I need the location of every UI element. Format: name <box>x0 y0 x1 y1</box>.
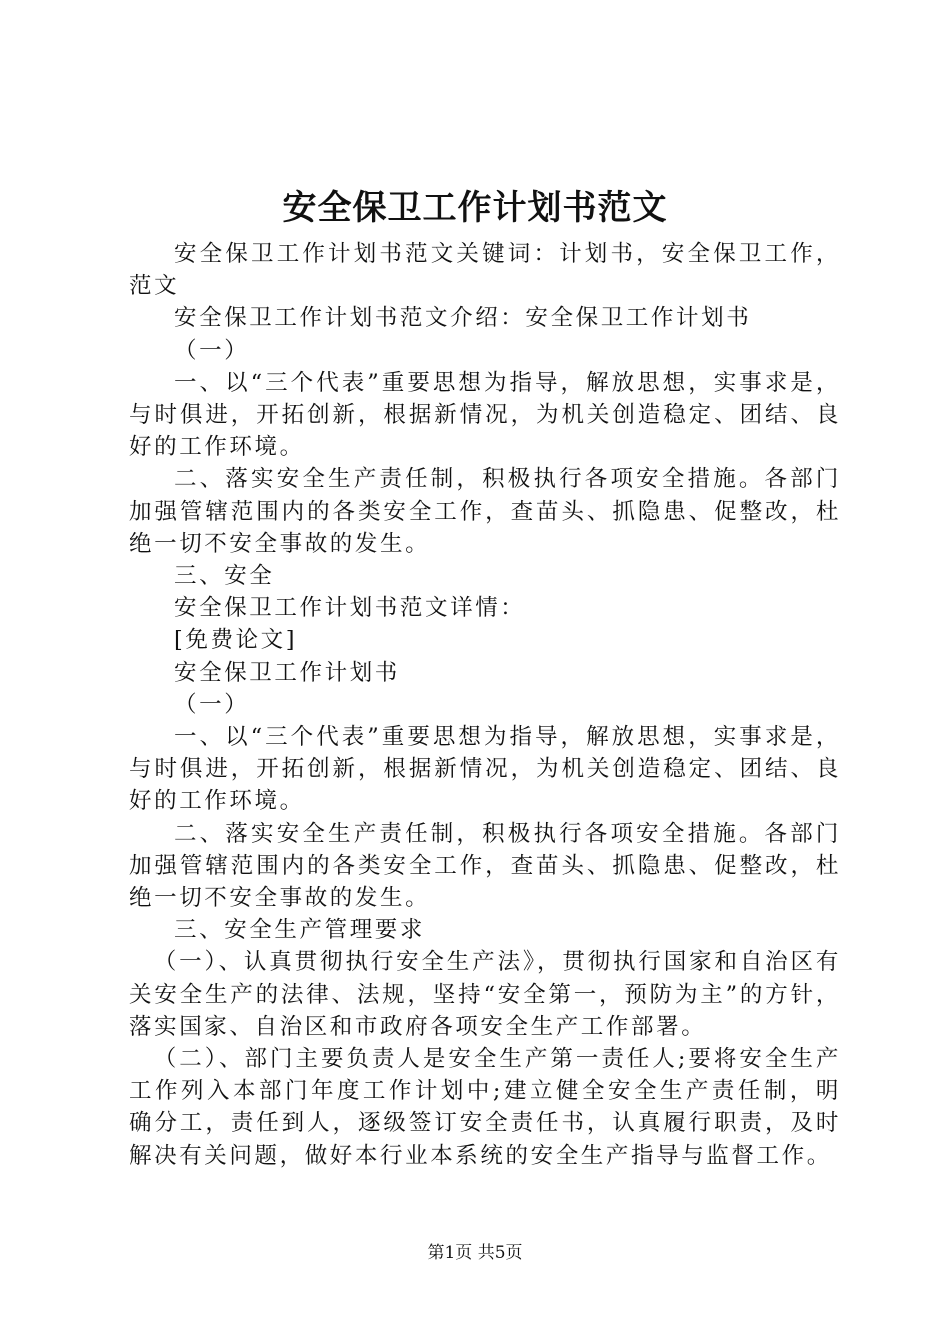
paragraph-responsibility-repeat: 二、落实安全生产责任制，积极执行各项安全措施。各部门加强管辖范围内的各类安全工作，查苗头、抓隐患、促整改，杜绝一切不安全事故的发生。 <box>129 820 841 912</box>
paragraph-free-paper-tag: [免费论文] <box>174 627 298 654</box>
paragraph-guiding-principle: 一、以“三个代表”重要思想为指导，解放思想，实事求是，与时俱进，开拓创新，根据新情况，为机关创造稳定、团结、良好的工作环境。 <box>129 369 841 461</box>
paragraph-section-one-heading-repeat: （一） <box>174 691 250 718</box>
paragraph-keywords: 安全保卫工作计划书范文关键词：计划书，安全保卫工作，范文 <box>129 241 841 300</box>
paragraph-safety-short: 三、安全 <box>174 563 275 590</box>
paragraph-plan-title: 安全保卫工作计划书 <box>174 659 400 686</box>
document-body <box>129 238 841 1172</box>
paragraph-management-requirements: 三、安全生产管理要求 <box>174 917 426 944</box>
page-number-footer: 第1页 共5页 <box>427 1243 523 1263</box>
paragraph-responsibility: 二、落实安全生产责任制，积极执行各项安全措施。各部门加强管辖范围内的各类安全工作，查苗头、抓隐患、促整改，杜绝一切不安全事故的发生。 <box>129 466 841 557</box>
paragraph-requirement-one: （一）、认真贯彻执行安全生产法》，贯彻执行国家和自治区有关安全生产的法律、法规，坚持“安全第一，预防为主”的方针，落实国家、自治区和市政府各项安全生产工作部署。 <box>129 949 841 1040</box>
paragraph-section-one-heading: （一） <box>174 337 250 364</box>
paragraph-requirement-two: （二）、部门主要负责人是安全生产第一责任人;要将安全生产工作列入本部门年度工作计划中;建立健全安全生产责任制，明确分工，责任到人，逐级签订安全责任书，认真履行职责，及时解决有关问题，做好本行业本系统的安全生产指导与监督工作。 <box>129 1046 841 1169</box>
document-title: 安全保卫工作计划书范文 <box>282 188 668 228</box>
paragraph-intro: 安全保卫工作计划书范文介绍：安全保卫工作计划书 <box>174 305 752 332</box>
paragraph-guiding-principle-repeat: 一、以“三个代表”重要思想为指导，解放思想，实事求是，与时俱进，开拓创新，根据新情况，为机关创造稳定、团结、良好的工作环境。 <box>129 724 841 815</box>
paragraph-details-label: 安全保卫工作计划书范文详情： <box>174 595 526 622</box>
